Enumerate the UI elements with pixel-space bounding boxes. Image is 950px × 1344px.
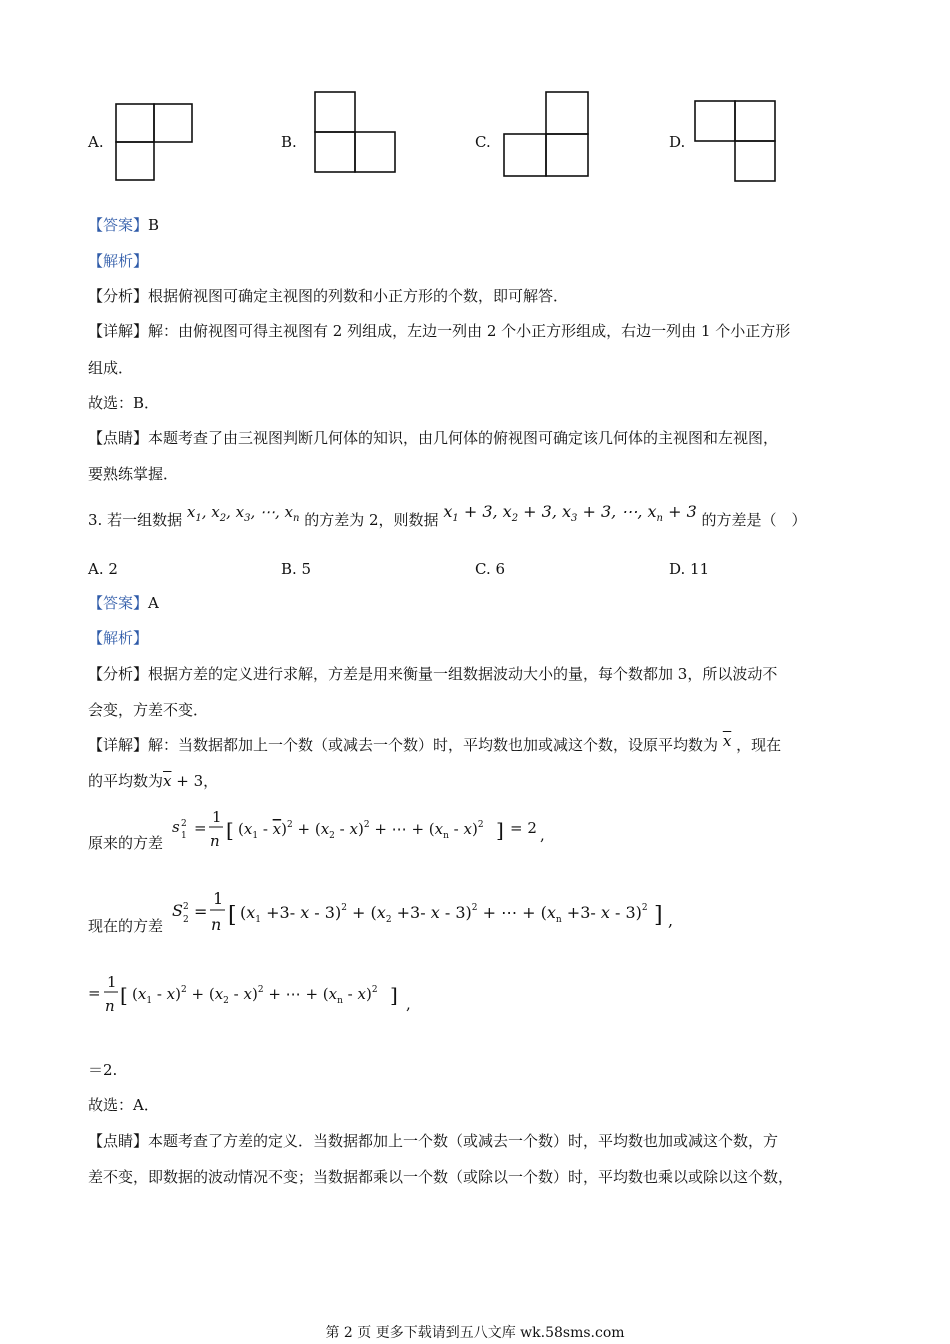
svg-text:S: S (172, 901, 183, 920)
orig-variance-formula (170, 800, 560, 856)
q2-xiangjie-line1 (88, 320, 790, 342)
q2-xiangjie-line2: 组成． (88, 359, 134, 377)
xiangjie-tag: 【详解】 (88, 322, 149, 340)
option-d-figure (691, 97, 781, 187)
answer-tag: 【答案】 (88, 594, 149, 612)
svg-text:]: ] (496, 818, 504, 842)
svg-text:]: ] (654, 903, 663, 928)
q2-analysis-tag: 【解析】 (88, 252, 149, 270)
svg-text:=: = (88, 984, 101, 1002)
svg-text:1: 1 (212, 808, 222, 826)
svg-text:,: , (406, 995, 411, 1013)
dianjing-tag: 【点睛】 (88, 429, 149, 447)
svg-text:1: 1 (107, 973, 117, 991)
option-a-label: A. (88, 133, 104, 151)
fenxi-text: 根据方差的定义进行求解，方差是用来衡量一组数据波动大小的量，每个数都加 3，所以波动不 (148, 665, 778, 683)
shifted-data-formula: $x_1 + 3$, $x_2 + 3$, $x_3 + 3$, ⋯, $x_n + 3$ (443, 502, 697, 525)
new-mean-label: 的平均数为 (88, 772, 164, 790)
orig-variance-label: 原来的方差 (88, 834, 164, 852)
q3-xiangjie-line2 (88, 770, 218, 792)
svg-text:n: n (211, 915, 222, 934)
q2-dianjing-line1 (88, 427, 778, 449)
svg-text:[: [ (226, 818, 234, 842)
svg-text:2: 2 (183, 915, 189, 925)
svg-text:s: s (172, 818, 180, 836)
q3-dianjing-line2: 差不变，即数据的波动情况不变；当数据都乘以一个数（或除以一个数）时，平均数也乘以或除以这个数， (88, 1168, 794, 1186)
answer-value: A (148, 594, 159, 612)
xiangjie-text: 解：当数据都加上一个数（或减去一个数）时，平均数也加或减这个数，设原平均数为 (148, 736, 719, 754)
option-b-figure (311, 88, 401, 176)
question-3-stem (88, 502, 807, 538)
dianjing-text: 本题考查了方差的定义．当数据都加上一个数（或减去一个数）时，平均数也加或减这个数，方 (148, 1132, 779, 1150)
q2-conclusion: 故选：B． (88, 394, 160, 412)
q3-option-a: A. 2 (88, 560, 118, 578)
answer-value: B (148, 216, 160, 234)
svg-text:=: = (194, 902, 208, 921)
svg-text:(x1 - x)2 + (x2 - x)2 + ⋯ + (x: $(x_1 - x)^2 + (x_2 - x)^2$ + ⋯ + $(x_n - x)^2$ (238, 820, 484, 841)
option-c-label: C. (475, 133, 491, 151)
mean-symbol: $\overline{x}$ (163, 772, 172, 790)
answer-tag: 【答案】 (88, 216, 149, 234)
svg-text:=: = (194, 819, 207, 837)
equals-two: ＝2. (88, 1061, 118, 1079)
q3-option-b: B. 5 (281, 560, 312, 578)
q2-answer-line (88, 214, 159, 236)
xiangjie-text-end: ，现在 (736, 736, 782, 754)
svg-text:,: , (540, 826, 545, 844)
fenxi-tag: 【分析】 (88, 287, 149, 305)
svg-text:2: 2 (181, 819, 187, 829)
q3-suffix: 的方差是（ ） (701, 511, 807, 529)
dianjing-text: 本题考查了由三视图判断几何体的知识，由几何体的俯视图可确定该几何体的主视图和左视图， (148, 429, 779, 447)
fenxi-text: 根据俯视图可确定主视图的列数和小正方形的个数，即可解答． (148, 287, 569, 305)
data-set-formula: $x_1$, $x_2$, $x_3$, ⋯, $x_n$ (186, 503, 300, 524)
option-b-label: B. (281, 133, 297, 151)
plus-three: + 3， (171, 772, 219, 790)
q2-dianjing-line2: 要熟练掌握． (88, 465, 179, 483)
svg-text:n: n (105, 997, 115, 1015)
q3-answer-line (88, 592, 159, 614)
svg-text:2: 2 (183, 902, 189, 912)
new-variance-formula (170, 882, 690, 942)
option-a-figure (112, 100, 196, 184)
xiangjie-text: 解：由俯视图可得主视图有 2 列组成，左边一列由 2 个小正方形组成，右边一列由 1 个小正方形 (148, 322, 791, 340)
q3-fenxi-line1 (88, 663, 777, 685)
new-variance-label: 现在的方差 (88, 917, 164, 935)
svg-text:1: 1 (181, 831, 187, 841)
q2-fenxi (88, 285, 568, 307)
q3-dianjing-line1 (88, 1130, 778, 1152)
svg-text:(x1 - x)2 + (x2 - x)2 + ⋯ + (x: $(x_1 - x)^2 + (x_2 - x)^2$ + ⋯ + $(x_n - x)^2$ (132, 985, 378, 1006)
fenxi-tag: 【分析】 (88, 665, 149, 683)
svg-text:[: [ (228, 903, 237, 928)
q3-fenxi-line2: 会变，方差不变． (88, 701, 209, 719)
q3-prefix: 3. 若一组数据 (88, 511, 183, 529)
mean-symbol: $\overline{x}$ (722, 732, 732, 750)
q3-option-c: C. 6 (475, 560, 506, 578)
option-c-figure (500, 88, 594, 180)
q3-option-d: D. 11 (669, 560, 710, 578)
svg-text:= 2: = 2 (510, 819, 537, 837)
page-footer: 第 2 页 更多下载请到五八文库 wk.58sms.com (325, 1325, 625, 1341)
equals-two-text: ＝2 (88, 1061, 113, 1079)
dianjing-tag: 【点睛】 (88, 1132, 149, 1150)
q3-mid: 的方差为 2，则数据 (304, 511, 439, 529)
svg-text:[: [ (120, 983, 128, 1007)
svg-text:(x1 +3- x - 3)2 + (x2 +3- x -: ($x_1 +3-$ $x - 3)^2 + (x_2 +3-$ x - 3)$^2$ + ⋯ + ($x_n +3-$ x - 3)$^2$ (240, 903, 648, 925)
q3-conclusion: 故选：A． (88, 1096, 159, 1114)
svg-text:n: n (210, 832, 220, 850)
svg-text:]: ] (390, 983, 398, 1007)
svg-text:1: 1 (213, 889, 224, 908)
svg-text:,: , (668, 911, 674, 930)
xiangjie-tag: 【详解】 (88, 736, 149, 754)
option-d-label: D. (669, 133, 686, 151)
simplified-formula (86, 965, 426, 1021)
q3-xiangjie-line1 (88, 734, 781, 756)
q3-analysis-tag: 【解析】 (88, 629, 149, 647)
